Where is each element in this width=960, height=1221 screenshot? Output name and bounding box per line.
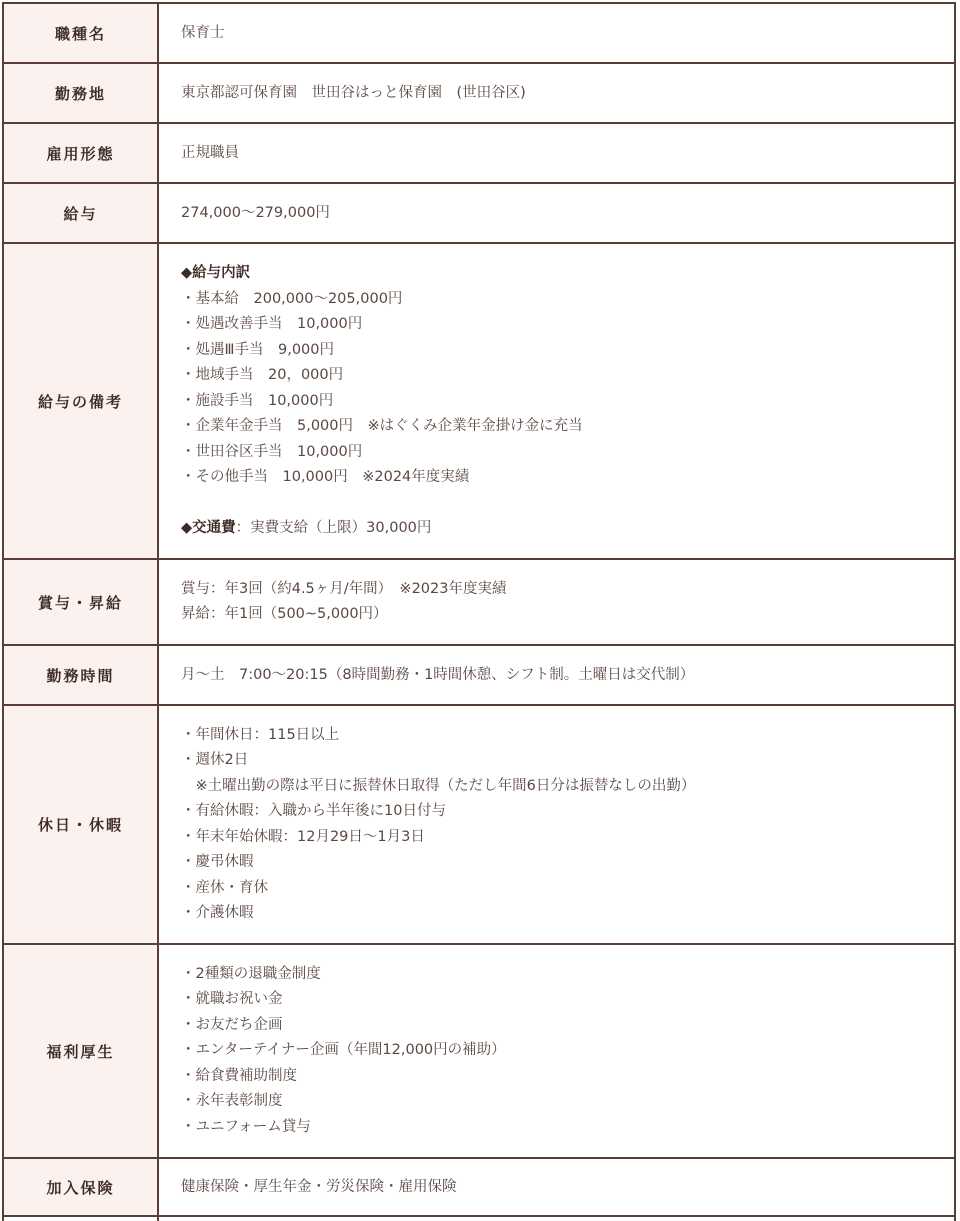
hours-label: 勤務時間 xyxy=(3,645,158,705)
list-item: ・有給休暇：入職から半年後に10日付与 xyxy=(181,803,446,819)
list-item: ・世田谷区手当 10,000円 xyxy=(181,443,363,460)
employment-label: 雇用形態 xyxy=(3,123,158,183)
list-item: ・2種類の退職金制度 xyxy=(181,965,321,982)
list-item: ・産休・育休 xyxy=(181,879,268,896)
job-title-value: 保育士 xyxy=(158,3,955,63)
job-title-label: 職種名 xyxy=(3,3,158,63)
salary-value: 274,000〜279,000円 xyxy=(158,183,955,243)
employment-value: 正規職員 xyxy=(158,123,955,183)
holidays-value xyxy=(158,705,955,944)
row-salary xyxy=(3,183,955,243)
list-item: ・エンターテイナー企画（年間12,000円の補助） xyxy=(181,1042,506,1059)
salary-notes-value xyxy=(158,243,955,559)
salary-notes-label: 給与の備考 xyxy=(3,243,158,559)
list-item: ・年末年始休暇：12月29日〜1月3日 xyxy=(181,828,425,845)
row-job-title xyxy=(3,3,955,63)
location-value: 東京都認可保育園 世田谷はっと保育園 (世田谷区) xyxy=(158,63,955,123)
list-item: ・年間休日：115日以上 xyxy=(181,726,340,743)
row-insurance xyxy=(3,1158,955,1216)
row-holidays xyxy=(3,705,955,944)
list-item: ・基本給 200,000〜205,000円 xyxy=(181,290,403,307)
row-salary-notes xyxy=(3,243,955,559)
list-item: 昇給：年1回（500~5,000円） xyxy=(181,606,388,622)
list-item: 賞与：年3回（約4.5ヶ月/年間） ※2023年度実績 xyxy=(181,580,507,597)
location-label: 勤務地 xyxy=(3,63,158,123)
hours-value: 月〜土 7:00〜20:15（8時間勤務・1時間休憩、シフト制。土曜日は交代制） xyxy=(158,645,955,705)
list-item: ・処遇改善手当 10,000円 xyxy=(181,316,363,332)
row-hours xyxy=(3,645,955,705)
job-details-table xyxy=(2,2,956,1217)
spacer xyxy=(181,491,954,516)
list-item: ・処遇Ⅲ手当 9,000円 xyxy=(181,341,335,358)
transport-heading: ◆交通費 xyxy=(181,519,236,536)
list-item: ・その他手当 10,000円 ※2024年度実績 xyxy=(181,469,470,485)
list-item: ※土曜出勤の際は平日に振替休日取得（ただし年間6日分は振替なしの出勤） xyxy=(181,777,696,794)
list-item: ・就職お祝い金 xyxy=(181,991,283,1008)
list-item: ・給食費補助制度 xyxy=(181,1067,297,1084)
list-item: ・お友だち企画 xyxy=(181,1016,283,1033)
list-item: ・介護休暇 xyxy=(181,905,254,921)
holidays-label: 休日・休暇 xyxy=(3,705,158,944)
list-item: ・地域手当 20，000円 xyxy=(181,367,344,383)
row-employment xyxy=(3,123,955,183)
list-item: ・永年表彰制度 xyxy=(181,1093,283,1110)
transport-line xyxy=(181,516,954,542)
bonus-label: 賞与・昇給 xyxy=(3,559,158,645)
column-divider xyxy=(157,1214,159,1221)
list-item: ・週休2日 xyxy=(181,752,249,768)
insurance-value: 健康保険・厚生年金・労災保険・雇用保険 xyxy=(158,1158,955,1216)
list-item: ・ユニフォーム貸与 xyxy=(181,1118,311,1135)
benefits-value xyxy=(158,944,955,1158)
row-bonus xyxy=(3,559,955,645)
insurance-label: 加入保険 xyxy=(3,1158,158,1216)
list-item: ・慶弔休暇 xyxy=(181,854,254,870)
row-benefits xyxy=(3,944,955,1158)
benefits-label: 福利厚生 xyxy=(3,944,158,1158)
row-location xyxy=(3,63,955,123)
bonus-value xyxy=(158,559,955,645)
list-item: ・企業年金手当 5,000円 ※はぐくみ企業年金掛け金に充当 xyxy=(181,418,583,434)
salary-breakdown-heading: ◆給与内訳 xyxy=(181,265,251,281)
transport-text: ：実費支給（上限）30,000円 xyxy=(235,519,432,536)
list-item: ・施設手当 10,000円 xyxy=(181,392,334,409)
next-row-edge xyxy=(2,1214,956,1221)
salary-label: 給与 xyxy=(3,183,158,243)
